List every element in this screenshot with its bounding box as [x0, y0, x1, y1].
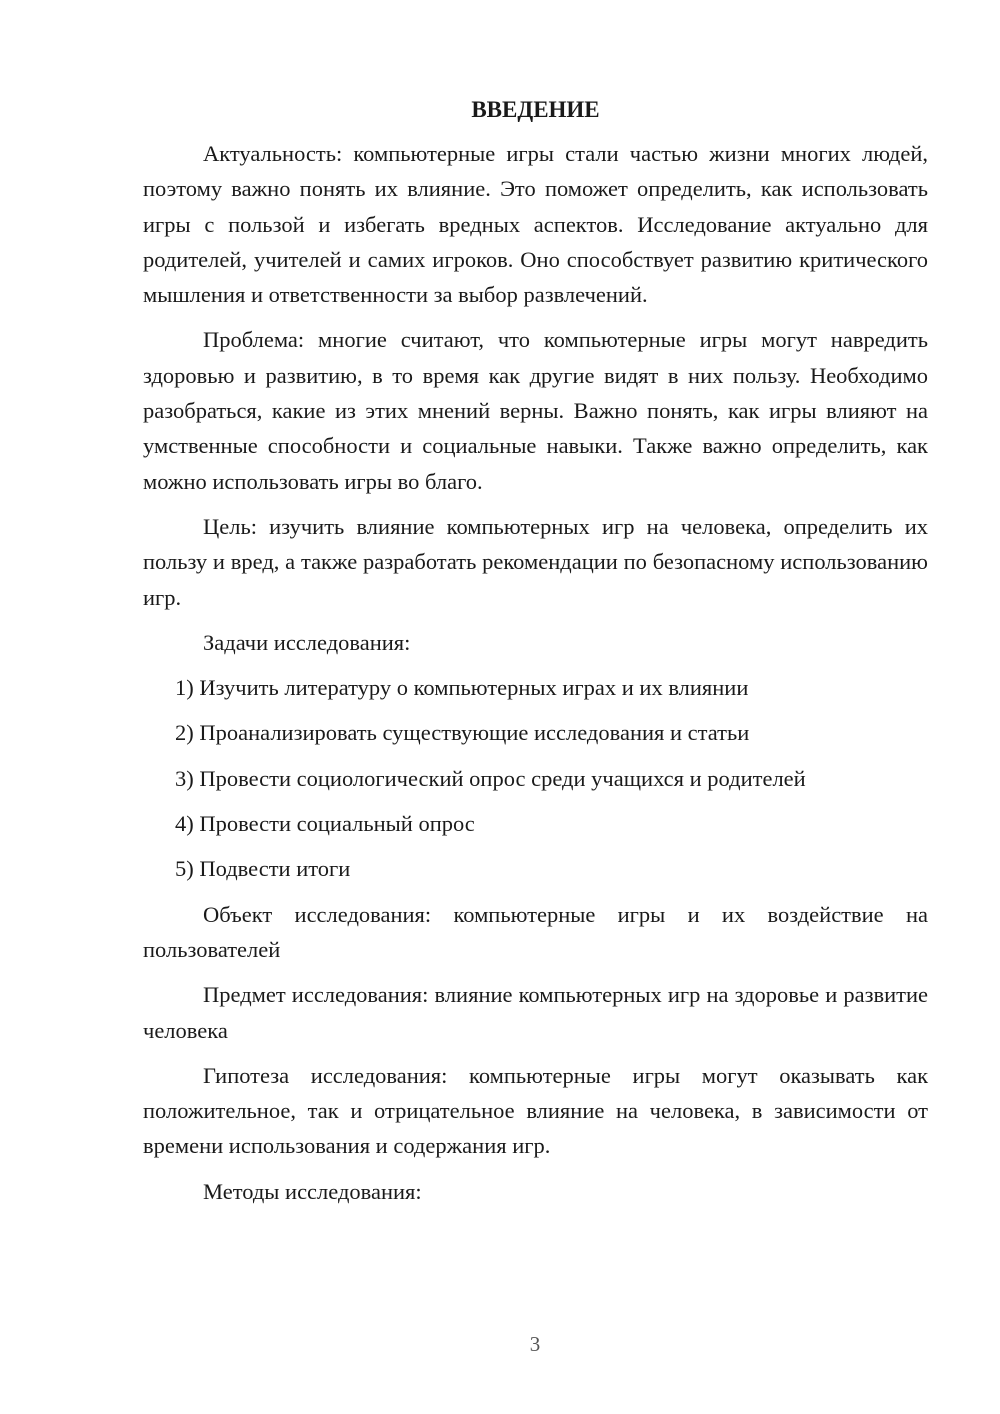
page-number: 3 — [529, 1332, 541, 1356]
task-item: 5) Подвести итоги — [175, 856, 351, 882]
problem-paragraph: Проблема: многие считают, что компьютерные игры могут навредить здоровью и развитию, в то время как другие видят в них пользу. Необходимо разобраться, какие из этих мнений верны. Важно понять, как игры влияют на умственные способности и социальные навыки. Также важно определить, как можно использовать игры во благо. — [143, 327, 928, 494]
methods-label: Методы исследования: — [203, 1178, 422, 1204]
section-heading: ВВЕДЕНИЕ — [471, 97, 600, 122]
goal-paragraph: Цель: изучить влияние компьютерных игр на человека, определить их пользу и вред, а также разработать рекомендации по безопасному использованию игр. — [143, 513, 928, 610]
task-item: 2) Проанализировать существующие исследования и статьи — [175, 720, 750, 746]
task-item: 3) Провести социологический опрос среди учащихся и родителей — [175, 765, 806, 791]
task-item: 1) Изучить литературу о компьютерных играх и их влиянии — [175, 675, 749, 701]
hypothesis-paragraph: Гипотеза исследования: компьютерные игры могут оказывать как положительное, так и отрицательное влияние на человека, в зависимости от времени использования и содержания игр. — [143, 1062, 928, 1159]
document-page — [143, 92, 928, 1219]
subject-paragraph: Предмет исследования: влияние компьютерных игр на здоровье и развитие человека — [143, 982, 928, 1043]
task-item: 4) Провести социальный опрос — [175, 811, 475, 837]
tasks-list — [143, 670, 928, 886]
relevance-paragraph: Актуальность: компьютерные игры стали частью жизни многих людей, поэтому важно понять их влияние. Это поможет определить, как использовать игры с пользой и избегать вредных аспектов. Исследование актуально для родителей, учителей и самих игроков. Оно способствует развитию критического мышления и ответственности за выбор развлечений. — [143, 141, 928, 308]
tasks-label: Задачи исследования: — [203, 629, 411, 655]
object-paragraph: Объект исследования: компьютерные игры и их воздействие на пользователей — [143, 901, 928, 962]
